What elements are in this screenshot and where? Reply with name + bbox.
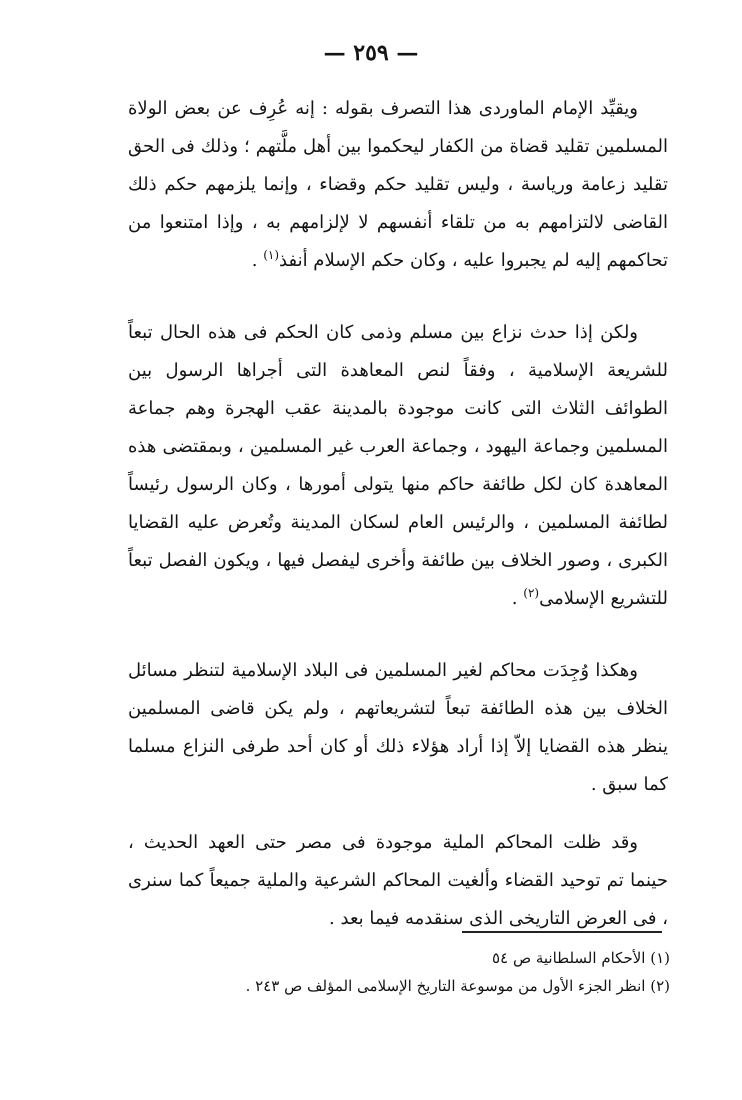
paragraph-2 xyxy=(128,314,668,618)
paragraph-1 xyxy=(128,90,668,280)
paragraph-2-text: ولكن إذا حدث نزاع بين مسلم وذمى كان الحكم فى هذه الحال تبعاً للشريعة الإسلامية ، وفقاً لنص المعاهدة التى أجراها الرسول بين الطوائف الثلاث التى كانت موجودة بالمدينة عقب الهجرة وهم جماعة المسلمين وجماعة اليهود ، وجماعة العرب غير المسلمين ، وبمقتضى هذه المعاهدة كان لكل طائفة حاكم منها يتولى أمورها ، وكان الرسول رئيساً لطائفة المسلمين ، والرئيس العام لسكان المدينة وتُعرض عليه القضايا الكبرى ، وصور الخلاف بين طائفة وأخرى ليفصل فيها ، ويكون الفصل تبعاً للتشريع الإسلامى xyxy=(128,322,668,609)
footnote-ref-1: (١) xyxy=(263,248,280,262)
page-number: — ٢٥٩ — xyxy=(323,40,419,66)
paragraph-3-text: وهكذا وُجِدَت محاكم لغير المسلمين فى البلاد الإسلامية لتنظر مسائل الخلاف بين هذه الطائفة تبعاً لتشريعاتهم ، ولم يكن قاضى المسلمين ينظر هذه القضايا إلاّ إذا أراد هؤلاء ذلك أو كان أحد طرفى النزاع مسلما كما سبق . xyxy=(128,660,668,795)
paragraph-1-end: . xyxy=(251,250,264,271)
paragraph-4-text: وقد ظلت المحاكم الملية موجودة فى مصر حتى العهد الحديث ، حينما تم توحيد القضاء وألغيت المحاكم الشرعية والملية جميعاً كما سنرى ، فى العرض التاريخى الذى سنقدمه فيما بعد . xyxy=(128,832,668,929)
footnotes xyxy=(150,944,670,1000)
paragraph-1-text: ويقيِّد الإمام الماوردى هذا التصرف بقوله : إنه عُرِف عن بعض الولاة المسلمين تقليد قضاة من الكفار ليحكموا بين أهل ملَّتهم ؛ وذلك فى الحق تقليد زعامة ورياسة ، وليس تقليد حكم وقضاء ، وإنما يلزمهم حكم ذلك القاضى لالتزامهم به من تلقاء أنفسهم لا لإلزامهم به ، وإذا امتنعوا من تحاكمهم إليه لم يجبروا عليه ، وكان حكم الإسلام أنفذ xyxy=(128,98,668,271)
footnote-2: (٢) انظر الجزء الأول من موسوعة التاريخ الإسلامى المؤلف ص ٢٤٣ . xyxy=(245,977,670,995)
footnote-divider xyxy=(462,931,662,933)
footnote-ref-2: (٢) xyxy=(523,586,540,600)
body-text xyxy=(128,90,668,938)
paragraph-2-end: . xyxy=(511,588,524,609)
paragraph-3 xyxy=(128,652,668,804)
footnote-1: (١) الأحكام السلطانية ص ٥٤ xyxy=(492,949,670,967)
paragraph-4 xyxy=(128,824,668,938)
